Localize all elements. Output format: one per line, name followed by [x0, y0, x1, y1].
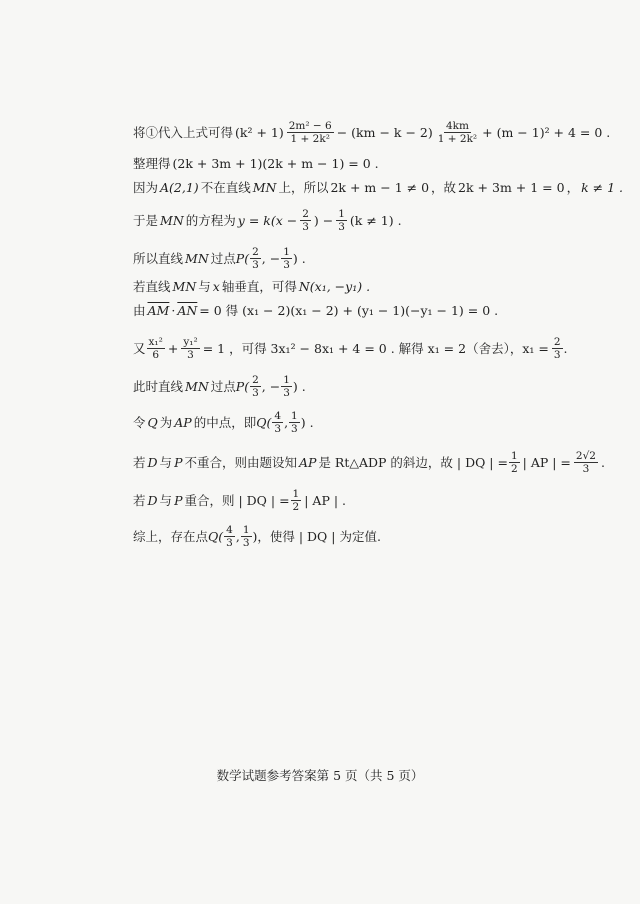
expr: , −: [261, 250, 281, 266]
text: 过点: [210, 250, 236, 266]
denominator: 3: [274, 423, 282, 435]
text: 上，所以: [278, 180, 329, 195]
fraction: [241, 524, 252, 549]
text: 过点: [210, 378, 236, 394]
fraction: [552, 336, 563, 361]
text: 综上，存在点: [133, 528, 209, 544]
vector-an: $\overline{AN}$: [177, 303, 198, 318]
vector-am: $\overline{AM}$: [147, 303, 170, 318]
expr: D: [147, 492, 158, 508]
expr: MN: [172, 279, 197, 294]
expr: ) .: [300, 414, 314, 430]
expr: + (m − 1)² + 4 = 0 .: [482, 124, 611, 140]
denominator: 3: [582, 463, 590, 475]
text: 轴垂直，可得: [221, 279, 297, 294]
denominator: 3: [283, 259, 290, 271]
text: 的方程为: [185, 212, 236, 228]
text: 将①代入上式可得: [133, 124, 234, 140]
fraction: [281, 374, 292, 399]
line-vertical: [133, 277, 372, 297]
denominator: 3: [283, 387, 290, 399]
expr: MN: [160, 212, 184, 228]
expr: ) −: [313, 212, 334, 228]
line-conclusion: [133, 524, 381, 549]
expr: ·: [171, 303, 176, 318]
numerator: 2√2: [575, 450, 596, 462]
line-substitute: [133, 120, 612, 145]
fraction: [574, 450, 598, 475]
fraction: [224, 524, 235, 549]
numerator: 2: [252, 374, 259, 386]
expr: Q: [147, 414, 158, 430]
expr: .: [600, 454, 605, 470]
text: 若直线: [133, 279, 171, 294]
expr: P: [174, 454, 183, 470]
line-because: [133, 178, 625, 198]
numerator: 1: [510, 450, 518, 462]
expr: MN: [252, 180, 277, 195]
denominator: 3: [252, 387, 259, 399]
expr: , −: [261, 378, 281, 394]
expr: A(2,1): [160, 180, 199, 195]
line-equation: [133, 208, 404, 233]
denominator: 1 + 2k²: [290, 133, 330, 145]
text: ，: [566, 180, 580, 195]
fraction: [181, 336, 199, 361]
denominator: 3: [291, 423, 298, 435]
line-not-coincide: [133, 450, 607, 475]
expr: Q(: [256, 414, 272, 430]
fraction: [147, 336, 165, 361]
expr: 2k + 3m + 1 = 0: [458, 180, 565, 195]
fraction: [250, 374, 261, 399]
text: 令: [133, 414, 146, 430]
text: 所以直线: [133, 250, 184, 266]
numerator: 1: [283, 246, 290, 258]
expr: Q(: [208, 528, 224, 544]
expr: MN: [185, 250, 209, 266]
numerator: 4km: [445, 120, 469, 132]
numerator: 1: [283, 374, 290, 386]
text: 重合，则 | DQ | =: [184, 492, 290, 508]
numerator: y₁²: [183, 336, 198, 348]
denominator: 3: [226, 537, 233, 549]
fraction: [336, 208, 347, 233]
line-midpoint: [133, 410, 314, 435]
denominator: 6: [152, 349, 160, 361]
text: 于是: [133, 212, 159, 228]
expr: k ≠ 1 .: [581, 180, 623, 195]
expr: +: [167, 340, 179, 356]
denominator: 3: [252, 259, 259, 271]
denominator: 2: [292, 501, 300, 513]
expr: ) .: [292, 250, 306, 266]
denominator: 2: [510, 463, 518, 475]
fraction: [291, 488, 302, 513]
numerator: 2: [553, 336, 561, 348]
denominator: 3: [338, 221, 345, 233]
text: 若: [133, 454, 146, 470]
fraction: [289, 410, 300, 435]
fraction: [272, 410, 283, 435]
numerator: 2: [252, 246, 259, 258]
numerator: x₁²: [148, 336, 163, 348]
text: ，故: [431, 180, 457, 195]
text: 若: [133, 492, 146, 508]
fraction: [281, 246, 292, 271]
text: 是 Rt△ADP 的斜边，故 | DQ | =: [318, 454, 508, 470]
expr: = 0 得 (x₁ − 2)(x₁ − 2) + (y₁ − 1)(−y₁ − 1) = 0 .: [199, 303, 499, 318]
expr: y = k(x −: [237, 212, 298, 228]
expr: (k ≠ 1) .: [349, 212, 402, 228]
expr: ) .: [292, 378, 306, 394]
expr: | AP | .: [304, 492, 346, 508]
line-coincide: [133, 488, 348, 513]
numerator: 1: [291, 410, 298, 422]
expr: − (km − k − 2): [336, 124, 433, 140]
page-footer: 数学试题参考答案第 5 页（共 5 页）: [216, 768, 424, 783]
fraction: [509, 450, 520, 475]
fraction: [300, 208, 311, 233]
text: 与: [159, 492, 173, 508]
denominator: 3: [553, 349, 561, 361]
expr: x: [212, 279, 220, 294]
text: 的中点，即: [193, 414, 257, 430]
line-ellipse: [133, 336, 568, 361]
expr: | AP | =: [522, 454, 571, 470]
numerator: 2: [302, 208, 309, 220]
expr: (k² + 1): [235, 124, 284, 140]
expr: P(: [235, 378, 250, 394]
denominator: 1 + 2k²: [437, 133, 478, 145]
text: 不重合，则由题设知: [184, 454, 297, 470]
fraction: [436, 120, 479, 145]
text: 为: [159, 414, 173, 430]
expr: D: [147, 454, 158, 470]
expr: AP: [299, 454, 317, 470]
text: 与: [159, 454, 173, 470]
line-dot-product: [133, 301, 498, 321]
line-pass-point: [133, 246, 306, 271]
denominator: 3: [187, 349, 194, 361]
expr: 2k + m − 1 ≠ 0: [330, 180, 430, 195]
expr: P: [174, 492, 183, 508]
numerator: 4: [226, 524, 233, 536]
text: 此时直线: [133, 378, 184, 394]
expr: P(: [235, 250, 250, 266]
expr: AP: [174, 414, 192, 430]
expr: .: [563, 340, 568, 356]
fraction: [250, 246, 261, 271]
expr: = 1 ，可得 3x₁² − 8x₁ + 4 = 0 . 解得 x₁ = 2（舍去），x₁ =: [202, 340, 549, 356]
text: 整理得: [133, 156, 171, 171]
numerator: 1: [292, 488, 300, 500]
fraction: [287, 120, 334, 145]
line-pass-point-2: [133, 374, 306, 399]
text: 又: [133, 340, 146, 356]
numerator: 1: [242, 524, 250, 536]
expr: (2k + 3m + 1)(2k + m − 1) = 0 .: [172, 156, 379, 171]
text: 由: [133, 303, 146, 318]
line-simplify: [133, 154, 381, 174]
expr: MN: [185, 378, 209, 394]
numerator: 4: [274, 410, 282, 422]
denominator: 3: [302, 221, 309, 233]
expr: N(x₁, −y₁) .: [298, 279, 371, 294]
numerator: 2m² − 6: [288, 120, 332, 132]
expr: ,: [235, 528, 240, 544]
expr: ,: [284, 414, 289, 430]
text: 与: [198, 279, 211, 294]
numerator: 1: [338, 208, 345, 220]
text: 因为: [133, 180, 159, 195]
text: 不在直线: [200, 180, 251, 195]
denominator: 3: [242, 537, 250, 549]
text: )，使得 | DQ | 为定值.: [252, 528, 381, 544]
